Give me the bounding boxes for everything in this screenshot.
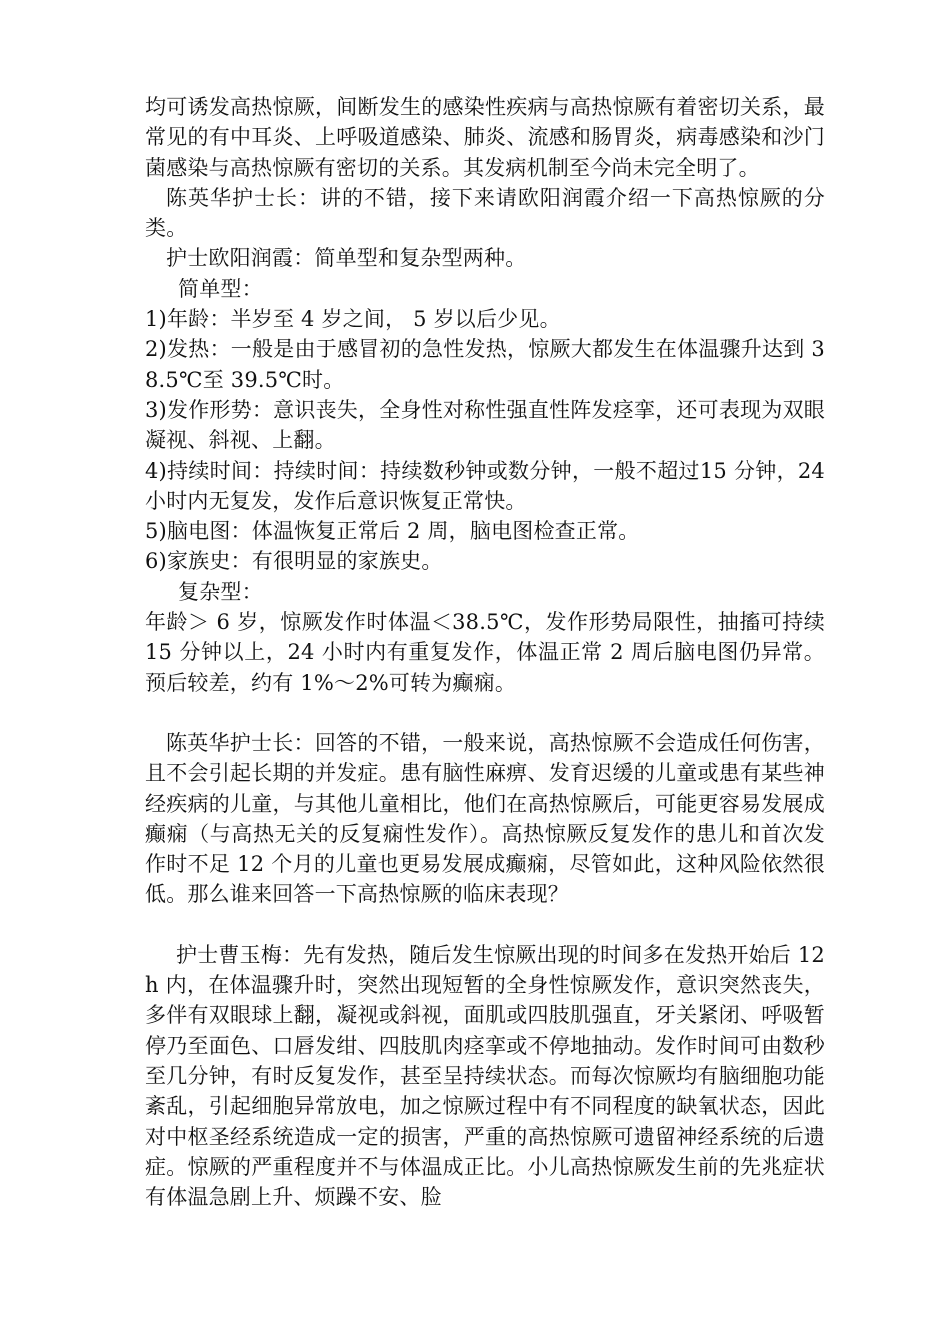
list-item-attack-form: 3)发作形势：意识丧失，全身性对称性强直性阵发痉挛，还可表现为双眼凝视、斜视、上翻。 bbox=[145, 397, 825, 453]
document-page bbox=[145, 92, 825, 1212]
blank-line bbox=[145, 698, 825, 728]
paragraph-nurse-ouyang-answer: 护士欧阳润霞：简单型和复杂型两种。 bbox=[166, 246, 527, 271]
list-item-fever: 2)发热：一般是由于感冒初的急性发热，惊厥大都发生在体温骤升达到 38.5℃至 39.5℃时。 bbox=[145, 337, 825, 392]
list-item-age: 1)年龄：半岁至 4 岁之间， 5 岁以后少见。 bbox=[145, 307, 561, 332]
paragraph-head-nurse-complications: 陈英华护士长：回答的不错，一般来说，高热惊厥不会造成任何伤害，且不会引起长期的并发症。患有脑性麻痹、发育迟缓的儿童或患有某些神经疾病的儿童，与其他儿童相比，他们在高热惊厥后，可能更容易发展成癫痫（与高热无关的反复痫性发作）。高热惊厥反复发作的患儿和首次发作时不足 12 个月的儿童也更易发展成癫痫，尽管如此，这种风险依然很低。那么谁来回答一下高热惊厥的临床表现？ bbox=[145, 730, 825, 907]
list-item-duration: 4)持续时间：持续时间：持续数秒钟或数分钟，一般不超过15 分钟，24 小时内无复发，发作后意识恢复正常快。 bbox=[145, 458, 825, 513]
paragraph-febrile-seizure-causes: 均可诱发高热惊厥，间断发生的感染性疾病与高热惊厥有着密切关系，最常见的有中耳炎、上呼吸道感染、肺炎、流感和肠胃炎，病毒感染和沙门菌感染与高热惊厥有密切的关系。其发病机制至今尚未完全明了。 bbox=[145, 95, 825, 180]
list-item-eeg: 5)脑电图：体温恢复正常后 2 周，脑电图检查正常。 bbox=[145, 519, 640, 544]
heading-simple-type: 简单型： bbox=[178, 276, 263, 301]
paragraph-nurse-cao-clinical-manifestations: 护士曹玉梅：先有发热，随后发生惊厥出现的时间多在发热开始后 12h 内，在体温骤升时，突然出现短暂的全身性惊厥发作，意识突然丧失，多伴有双眼球上翻，凝视或斜视，面肌或四肢肌强直，牙关紧闭、呼吸暂停乃至面色、口唇发绀、四肢肌肉痉挛或不停地抽动。发作时间可由数秒至几分钟，有时反复发作，甚至呈持续状态。而每次惊厥均有脑细胞功能紊乱，引起细胞异常放电，加之惊厥过程中有不同程度的缺氧状态，因此对中枢圣经系统造成一定的损害，严重的高热惊厥可遗留神经系统的后遗症。惊厥的严重程度并不与体温成正比。小儿高热惊厥发生前的先兆症状有体温急剧上升、烦躁不安、脸 bbox=[145, 942, 825, 1210]
list-item-family-history: 6)家族史：有很明显的家族史。 bbox=[145, 549, 443, 574]
blank-line bbox=[145, 910, 825, 940]
heading-complex-type: 复杂型： bbox=[178, 579, 263, 604]
paragraph-complex-type-description: 年龄＞ 6 岁，惊厥发作时体温＜38.5℃，发作形势局限性，抽搐可持续 15 分钟以上，24 小时内有重复发作，体温正常 2 周后脑电图仍异常。预后较差，约有 1%～2%可转为癫痫。 bbox=[145, 610, 825, 695]
paragraph-head-nurse-classification-question: 陈英华护士长：讲的不错，接下来请欧阳润霞介绍一下高热惊厥的分类。 bbox=[145, 185, 825, 241]
